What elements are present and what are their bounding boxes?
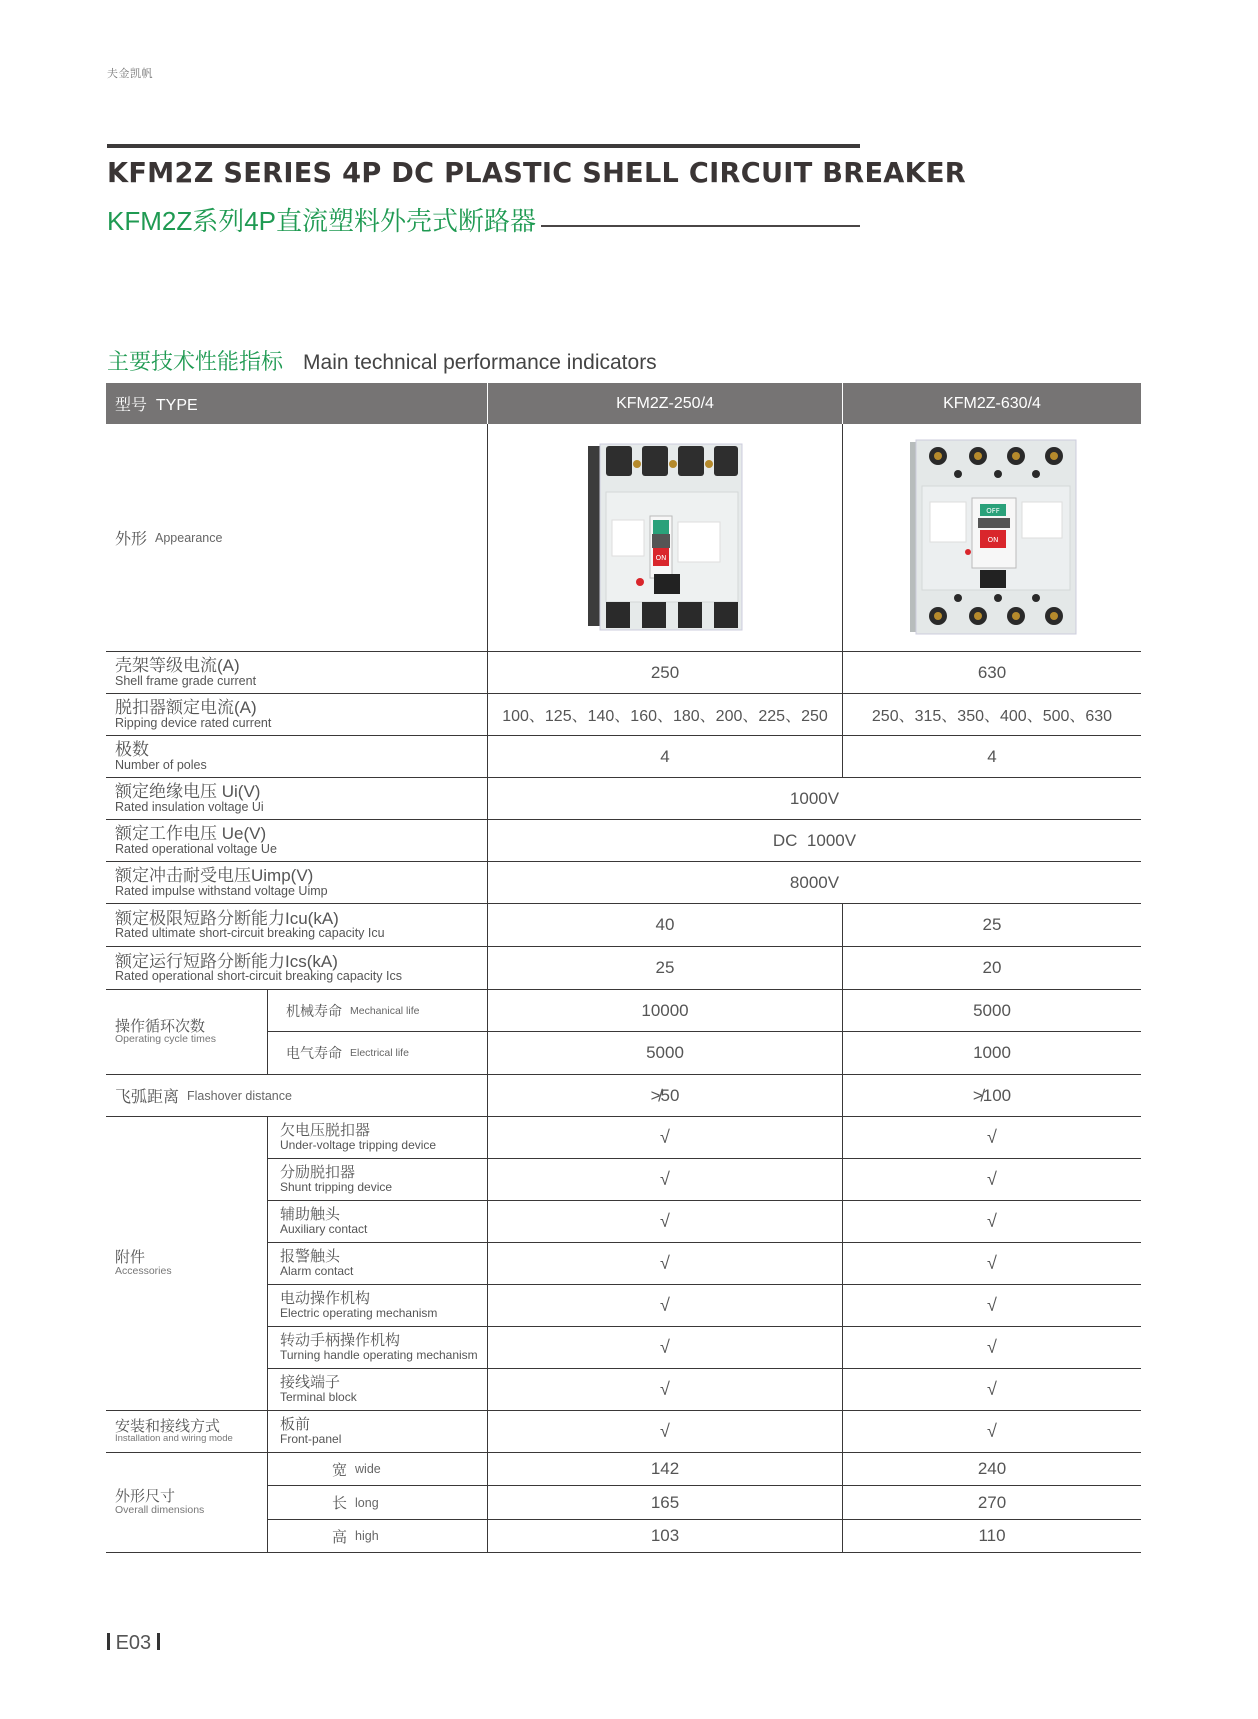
value-250: 100、125、140、160、180、200、225、250 bbox=[487, 694, 842, 735]
table-row-dim-wide bbox=[267, 1453, 1141, 1486]
table-row-appearance bbox=[106, 424, 1141, 652]
label-cn: 外形尺寸 bbox=[115, 1488, 176, 1506]
sub-label bbox=[267, 1327, 487, 1368]
table-row-accessory bbox=[267, 1327, 1141, 1369]
label-cn: 板前 bbox=[280, 1416, 311, 1434]
check-icon: √ bbox=[842, 1159, 1141, 1200]
value-630: 250、315、350、400、500、630 bbox=[842, 694, 1141, 735]
value-630: 5000 bbox=[842, 990, 1141, 1031]
header-type-label: 型号 TYPE bbox=[115, 397, 198, 414]
row-label bbox=[106, 694, 487, 735]
check-icon: √ bbox=[842, 1369, 1141, 1410]
value-630: 4 bbox=[842, 736, 1141, 777]
brand-logo-text: 夫金凯帆 bbox=[107, 68, 153, 80]
label-cn: 辅助触头 bbox=[280, 1206, 341, 1224]
label-en: Overall dimensions bbox=[115, 1503, 205, 1516]
circuit-breaker-250-image bbox=[580, 438, 750, 638]
table-row-mechanical-life bbox=[267, 990, 1141, 1032]
header-model-630: KFM2Z-630/4 bbox=[842, 383, 1141, 424]
sub-label bbox=[267, 1411, 487, 1452]
table-row-accessory bbox=[267, 1201, 1141, 1243]
label-cn: 额定冲击耐受电压Uimp(V) bbox=[115, 866, 314, 886]
value-250: 10000 bbox=[487, 990, 842, 1031]
label-cn: 飞弧距离 bbox=[115, 1089, 180, 1106]
section-heading-cn: 主要技术性能指标 bbox=[107, 349, 284, 374]
row-label bbox=[106, 424, 487, 651]
table-row-dim-long bbox=[267, 1486, 1141, 1520]
label-en: Rated operational short-circuit breaking capacity Ics bbox=[115, 969, 402, 984]
group-label bbox=[115, 1489, 204, 1516]
section-heading-en: Main technical performance indicators bbox=[303, 351, 657, 374]
value-630: 1000 bbox=[842, 1032, 1141, 1074]
value-shared: 1000V bbox=[487, 778, 1141, 819]
label-cn: 转动手柄操作机构 bbox=[280, 1332, 401, 1350]
breaker-630-photo bbox=[842, 424, 1141, 651]
table-row-front-panel bbox=[267, 1411, 1141, 1453]
value-630: 240 bbox=[842, 1453, 1141, 1485]
label-en: Ripping device rated current bbox=[115, 715, 272, 730]
group-label bbox=[115, 1019, 216, 1046]
group-operating-cycle bbox=[106, 990, 267, 1075]
svg-text:OFF: OFF bbox=[986, 506, 1000, 515]
label-en: Terminal block bbox=[280, 1390, 357, 1405]
check-icon: √ bbox=[842, 1285, 1141, 1326]
value-250: 25 bbox=[487, 947, 842, 989]
check-icon: √ bbox=[487, 1369, 842, 1410]
row-label bbox=[106, 947, 487, 989]
label-en: Number of poles bbox=[115, 757, 207, 772]
check-icon: √ bbox=[842, 1243, 1141, 1284]
table-row-impulse-voltage bbox=[106, 862, 1141, 904]
group-dimensions bbox=[106, 1453, 267, 1553]
table-row-icu bbox=[106, 904, 1141, 947]
label-en: Operating cycle times bbox=[115, 1033, 216, 1046]
label-cn: 长 bbox=[332, 1495, 348, 1512]
group-accessories bbox=[106, 1117, 267, 1411]
value-630: 630 bbox=[842, 652, 1141, 693]
label-en: Shell frame grade current bbox=[115, 673, 257, 688]
label-en: wide bbox=[355, 1462, 381, 1476]
table-row-insulation-voltage bbox=[106, 778, 1141, 820]
title-top-rule bbox=[107, 144, 860, 148]
group-label bbox=[115, 1419, 233, 1445]
label-cn: 机械寿命 bbox=[286, 1002, 342, 1019]
value-630: ≯100 bbox=[842, 1075, 1141, 1116]
label-en: Rated ultimate short-circuit breaking capacity Icu bbox=[115, 926, 385, 941]
value-250: 250 bbox=[487, 652, 842, 693]
label-en: Electric operating mechanism bbox=[280, 1306, 438, 1321]
label-en: Turning handle operating mechanism bbox=[280, 1348, 478, 1363]
value-250: 165 bbox=[487, 1486, 842, 1519]
value-250: 40 bbox=[487, 904, 842, 946]
sub-label bbox=[267, 1117, 487, 1158]
table-row-ripping-current bbox=[106, 694, 1141, 736]
check-icon: √ bbox=[487, 1285, 842, 1326]
check-icon: √ bbox=[842, 1411, 1141, 1452]
label-en: Shunt tripping device bbox=[280, 1180, 393, 1195]
check-icon: √ bbox=[487, 1327, 842, 1368]
label-en: Front-panel bbox=[280, 1432, 342, 1447]
sub-label bbox=[267, 1285, 487, 1326]
label-cn: 壳架等级电流(A) bbox=[115, 656, 240, 676]
title-underline-rule bbox=[541, 225, 860, 227]
label-en: Under-voltage tripping device bbox=[280, 1138, 437, 1153]
group-installation bbox=[106, 1411, 267, 1453]
sub-label bbox=[267, 1486, 487, 1519]
sub-label bbox=[267, 1032, 487, 1074]
label-cn: 额定工作电压 Ue(V) bbox=[115, 824, 267, 844]
label-en: Rated impulse withstand voltage Uimp bbox=[115, 883, 328, 898]
svg-text:ON: ON bbox=[987, 535, 999, 544]
value-630: 20 bbox=[842, 947, 1141, 989]
check-icon: √ bbox=[842, 1327, 1141, 1368]
label-cn: 操作循环次数 bbox=[115, 1017, 206, 1035]
label-en: Accessories bbox=[115, 1264, 172, 1277]
table-row-operational-voltage bbox=[106, 820, 1141, 862]
value-shared: 8000V bbox=[487, 862, 1141, 903]
table-row-flashover bbox=[106, 1075, 1141, 1117]
check-icon: √ bbox=[842, 1117, 1141, 1158]
row-label bbox=[106, 778, 487, 819]
page-title-cn: KFM2Z系列4P直流塑料外壳式断路器 bbox=[107, 206, 537, 236]
label-en: long bbox=[355, 1495, 379, 1510]
circuit-breaker-630-image bbox=[902, 438, 1082, 638]
label-cn: 报警触头 bbox=[280, 1248, 341, 1266]
value-shared: DC 1000V bbox=[487, 820, 1141, 861]
sub-label bbox=[267, 990, 487, 1031]
sub-label bbox=[267, 1453, 487, 1485]
row-label bbox=[106, 652, 487, 693]
label-cn: 额定绝缘电压 Ui(V) bbox=[115, 782, 261, 802]
value-630: 25 bbox=[842, 904, 1141, 946]
page-number-label: E03 bbox=[115, 1632, 152, 1654]
value-250: 103 bbox=[487, 1520, 842, 1552]
label-en: Appearance bbox=[155, 530, 223, 545]
section-heading bbox=[107, 345, 657, 376]
page-title-en: KFM2Z SERIES 4P DC PLASTIC SHELL CIRCUIT BREAKER bbox=[107, 156, 966, 189]
label-en: Auxiliary contact bbox=[280, 1222, 368, 1237]
label-cn: 宽 bbox=[332, 1461, 348, 1479]
label-en: Alarm contact bbox=[280, 1264, 354, 1279]
label-en: Rated insulation voltage Ui bbox=[115, 799, 264, 814]
label-cn: 分励脱扣器 bbox=[280, 1164, 356, 1182]
label-cn: 附件 bbox=[115, 1249, 146, 1267]
label-cn: 极数 bbox=[115, 740, 149, 760]
label-cn: 脱扣器额定电流(A) bbox=[115, 698, 257, 718]
table-row-shell-frame-current bbox=[106, 652, 1141, 694]
row-label bbox=[106, 820, 487, 861]
label-en: Electrical life bbox=[350, 1047, 409, 1059]
value-250: ≯50 bbox=[487, 1075, 842, 1116]
label-cn: 接线端子 bbox=[280, 1374, 341, 1392]
label-cn: 额定极限短路分断能力Icu(kA) bbox=[115, 908, 339, 928]
table-row-electrical-life bbox=[267, 1032, 1141, 1075]
value-250: 142 bbox=[487, 1453, 842, 1485]
label-en: Rated operational voltage Ue bbox=[115, 841, 277, 856]
label-cn: 高 bbox=[332, 1528, 348, 1546]
value-250: 5000 bbox=[487, 1032, 842, 1074]
footer-bar-left bbox=[107, 1633, 110, 1650]
table-row-poles bbox=[106, 736, 1141, 778]
row-label bbox=[106, 862, 487, 903]
table-row-accessory bbox=[267, 1117, 1141, 1159]
label-cn: 电动操作机构 bbox=[280, 1290, 371, 1308]
sub-label bbox=[267, 1159, 487, 1200]
page-number bbox=[107, 1632, 160, 1655]
sub-label bbox=[267, 1369, 487, 1410]
table-row-accessory bbox=[267, 1243, 1141, 1285]
header-model-250: KFM2Z-250/4 bbox=[487, 383, 842, 424]
check-icon: √ bbox=[487, 1117, 842, 1158]
sub-label bbox=[267, 1243, 487, 1284]
table-header-row bbox=[106, 383, 1141, 424]
label-en: high bbox=[355, 1529, 379, 1543]
label-cn: 安装和接线方式 bbox=[115, 1417, 221, 1435]
row-label bbox=[106, 736, 487, 777]
label-en: Flashover distance bbox=[187, 1088, 292, 1103]
group-label bbox=[115, 1250, 172, 1277]
label-cn: 外形 bbox=[115, 531, 148, 548]
svg-text:ON: ON bbox=[655, 553, 667, 562]
label-en: Mechanical life bbox=[350, 1004, 420, 1017]
sub-label bbox=[267, 1520, 487, 1552]
check-icon: √ bbox=[487, 1159, 842, 1200]
label-cn: 额定运行短路分断能力Ics(kA) bbox=[115, 951, 338, 971]
table-row-ics bbox=[106, 947, 1141, 990]
footer-bar-right bbox=[157, 1633, 160, 1650]
table-row-accessory bbox=[267, 1159, 1141, 1201]
sub-label bbox=[267, 1201, 487, 1242]
label-cn: 电气寿命 bbox=[286, 1045, 342, 1061]
label-cn: 欠电压脱扣器 bbox=[280, 1122, 371, 1140]
table-row-dim-high bbox=[267, 1520, 1141, 1553]
check-icon: √ bbox=[487, 1243, 842, 1284]
table-row-accessory bbox=[267, 1285, 1141, 1327]
check-icon: √ bbox=[842, 1201, 1141, 1242]
breaker-250-photo bbox=[487, 424, 842, 651]
value-630: 110 bbox=[842, 1520, 1141, 1552]
table-row-accessory bbox=[267, 1369, 1141, 1411]
row-label bbox=[106, 904, 487, 946]
row-label bbox=[106, 1075, 487, 1116]
check-icon: √ bbox=[487, 1201, 842, 1242]
check-icon: √ bbox=[487, 1411, 842, 1452]
label-en: Installation and wiring mode bbox=[115, 1433, 233, 1445]
value-250: 4 bbox=[487, 736, 842, 777]
value-630: 270 bbox=[842, 1486, 1141, 1519]
